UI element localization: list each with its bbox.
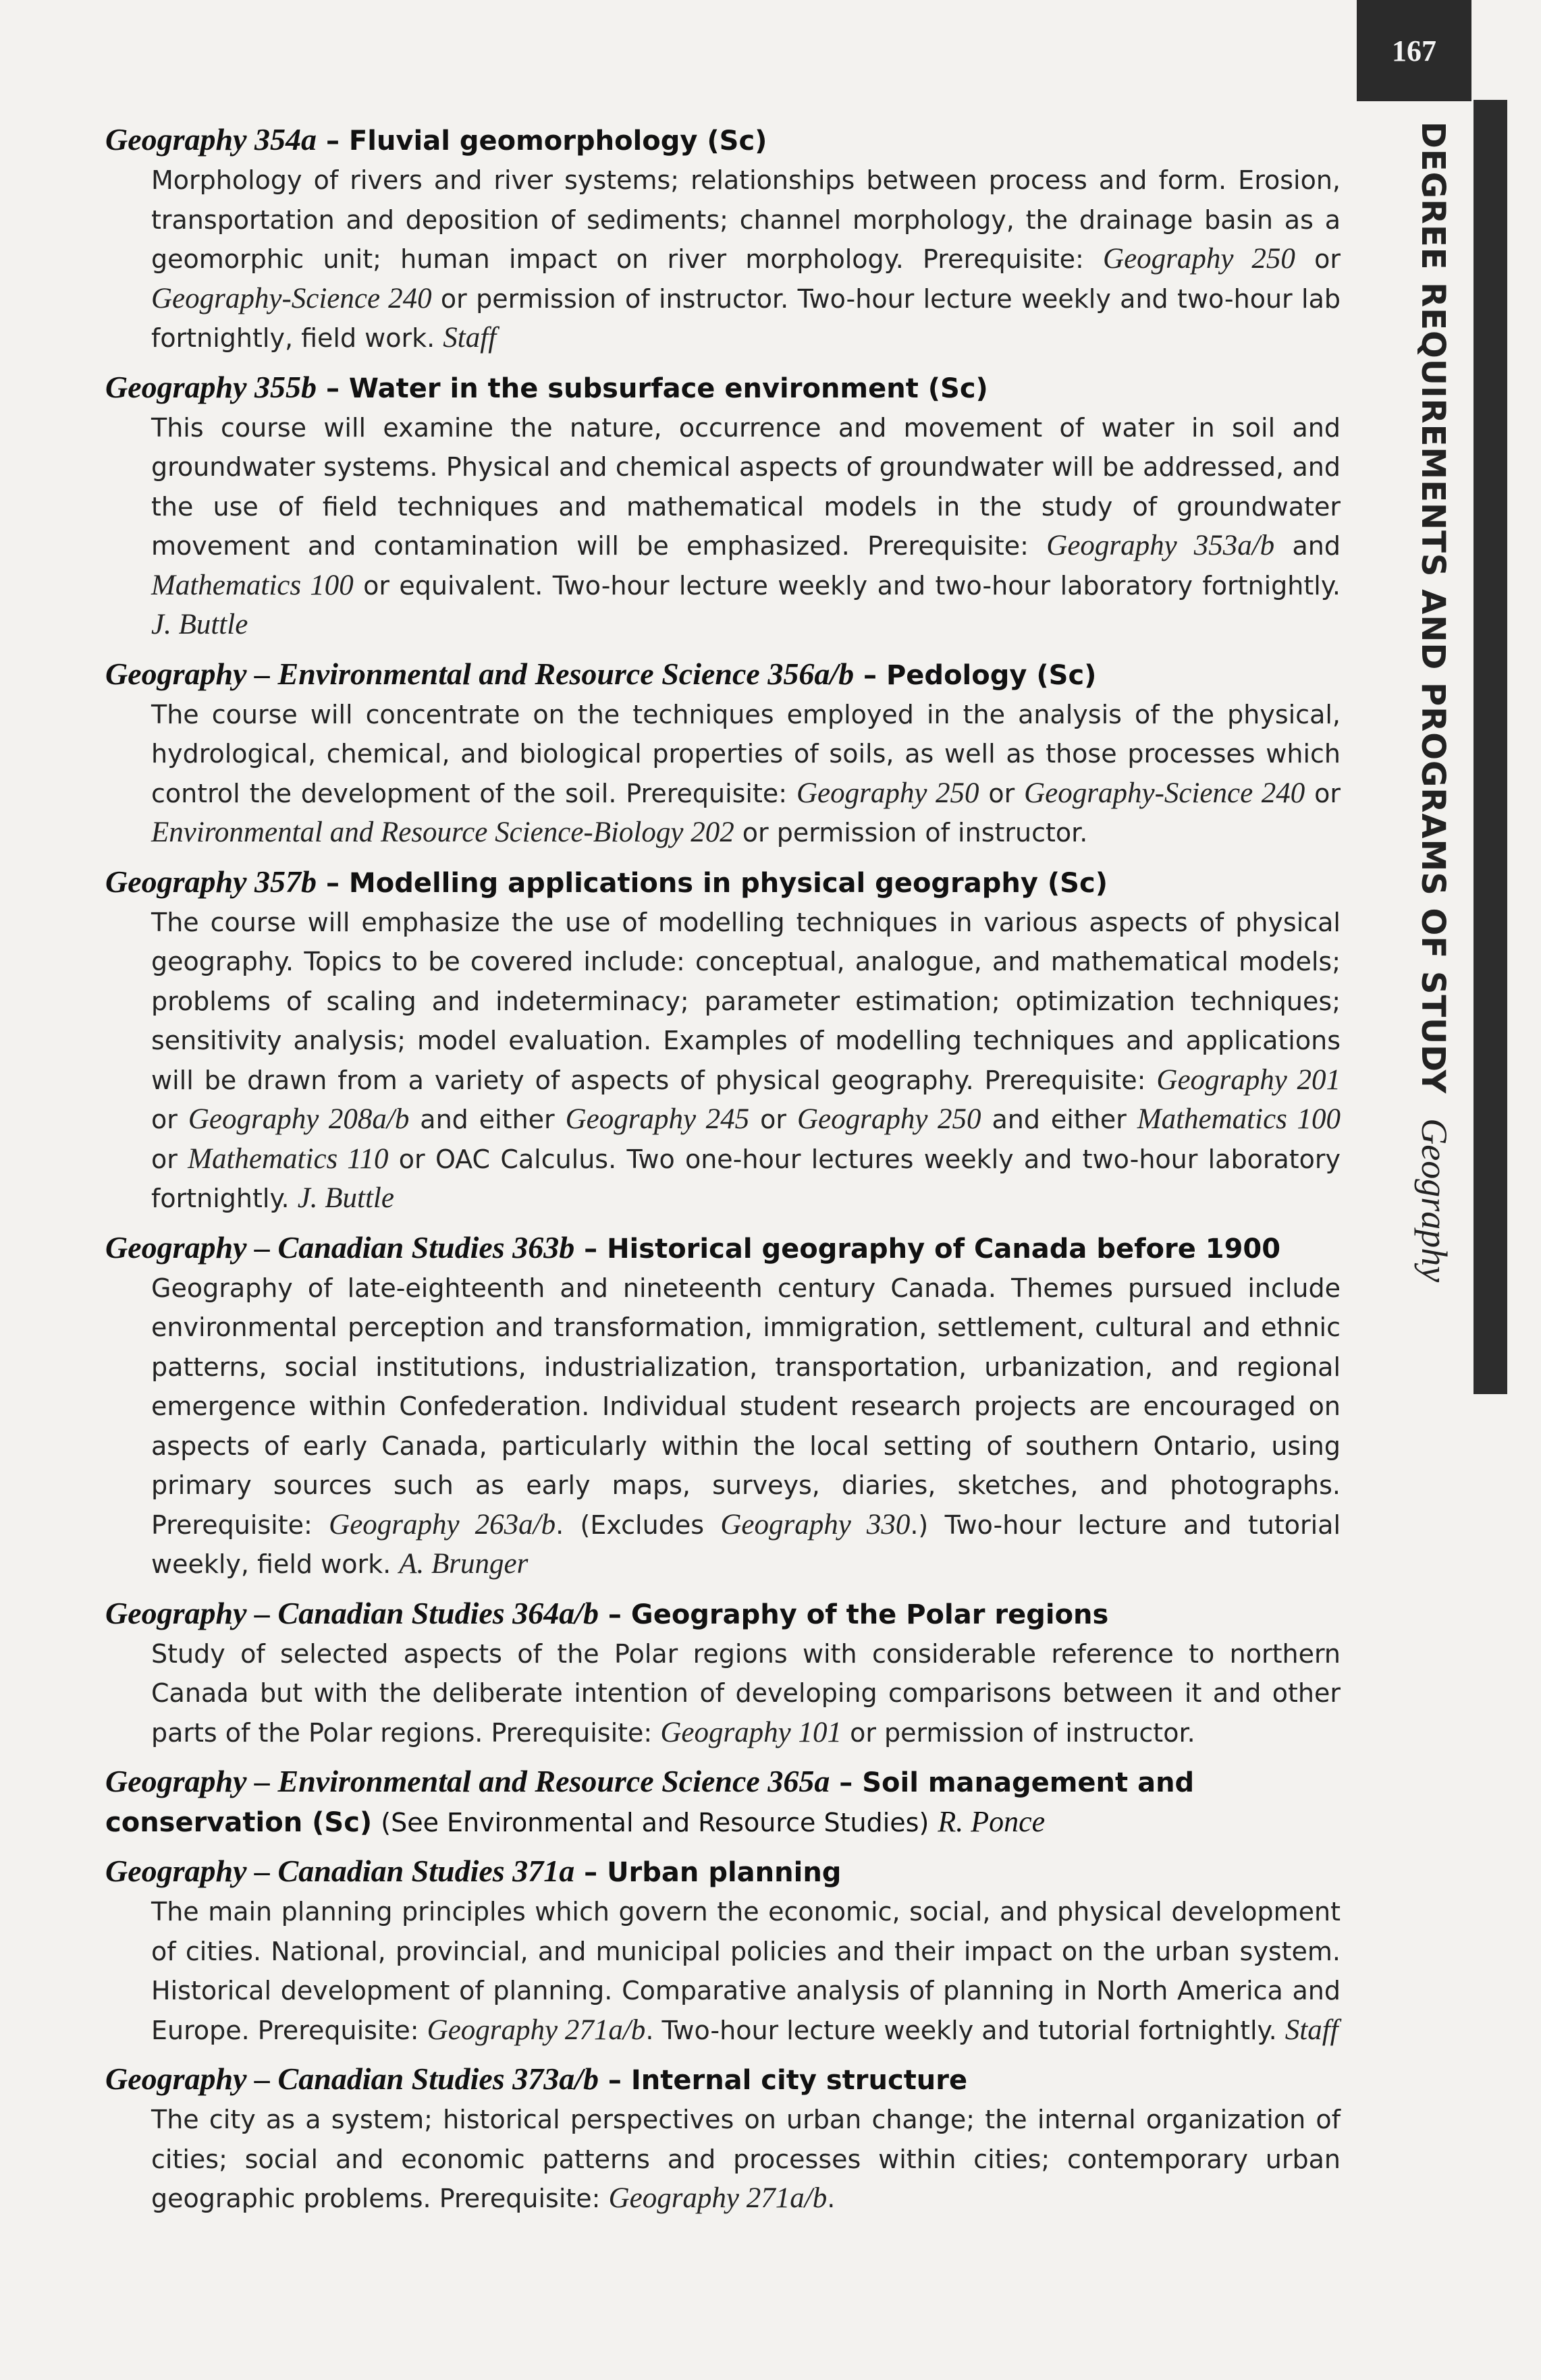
- course-separator: –: [830, 1767, 863, 1798]
- description-text: or: [1295, 244, 1341, 274]
- course-heading: [105, 655, 1341, 695]
- course-code: Geography – Canadian Studies 373a/b: [105, 2061, 599, 2096]
- course-entry: [105, 120, 1341, 358]
- course-reference: Environmental and Resource Science-Biology 202: [151, 817, 734, 848]
- description-text: Study of selected aspects of the Polar regions with considerable reference to northern Canada but with the deliberate intention of developing comparisons between it and other parts of the Polar regions. Prerequisite:: [151, 1638, 1341, 1748]
- course-title: Pedology (Sc): [886, 659, 1097, 691]
- course-separator: –: [317, 126, 349, 157]
- course-code: Geography – Canadian Studies 364a/b: [105, 1595, 599, 1630]
- course-reference: Geography 250: [796, 777, 979, 809]
- course-heading: [105, 368, 1341, 408]
- course-reference: J. Buttle: [297, 1182, 394, 1214]
- course-description: [151, 1634, 1341, 1753]
- course-code: Geography – Canadian Studies 363b: [105, 1229, 575, 1265]
- description-text: or: [979, 778, 1025, 808]
- description-text: or equivalent. Two-hour lecture weekly and two-hour laboratory fortnightly.: [353, 570, 1341, 601]
- course-entry: [105, 1762, 1341, 1842]
- side-tab-title: [1414, 121, 1455, 1283]
- course-reference: Mathematics 100: [1137, 1103, 1341, 1135]
- course-separator: –: [599, 2065, 631, 2096]
- course-code: Geography 354a: [105, 122, 317, 157]
- course-code: Geography – Environmental and Resource Science 356a/b: [105, 656, 855, 691]
- course-reference: Geography 250: [796, 1103, 981, 1135]
- course-reference: Geography-Science 240: [151, 282, 432, 314]
- side-tab-bar: [1474, 100, 1507, 1394]
- course-title: Soil management and conservation (Sc): [105, 1767, 1195, 1838]
- description-text: or: [1305, 778, 1341, 808]
- course-heading: [105, 2059, 1341, 2100]
- course-heading: [105, 1762, 1341, 1842]
- course-entry: [105, 368, 1341, 645]
- course-reference: Staff: [443, 322, 497, 354]
- description-text: or: [151, 1144, 188, 1174]
- course-description: [151, 161, 1341, 358]
- description-text: The course will emphasize the use of modelling techniques in various aspects of physical geography. Topics to be covered include: conceptual, analogue, and mathematical models; problems of scaling and indeterminacy; parameter estimation; optimization techniques; sensitivity analysis; model evaluation. Examples of modelling techniques and applications will be drawn from a variety of aspects of physical geography. Prerequisite:: [151, 907, 1341, 1095]
- description-text: or permission of instructor.: [842, 1717, 1195, 1748]
- course-code: Geography 357b: [105, 864, 317, 899]
- course-reference: Geography 353a/b: [1046, 530, 1275, 561]
- course-entry: [105, 862, 1341, 1219]
- course-description: [151, 408, 1341, 645]
- course-description: [151, 1892, 1341, 2050]
- course-heading: [105, 1852, 1341, 1892]
- course-code: Geography – Environmental and Resource Science 365a: [105, 1764, 830, 1798]
- description-text: and either: [409, 1105, 566, 1134]
- subsection-title: Geography: [1414, 1118, 1455, 1283]
- description-text: The main planning principles which govern the economic, social, and physical development of cities. National, provincial, and municipal policies and their impact on the urban system. Historical development of planning. Comparative analysis of planning in North America and Europe. Prerequisite:: [151, 1897, 1341, 2045]
- course-title: Historical geography of Canada before 1900: [607, 1233, 1281, 1265]
- description-text: or OAC Calculus. Two one-hour lectures weekly and two-hour laboratory fortnightly.: [151, 1144, 1341, 1213]
- course-entry: [105, 1852, 1341, 2050]
- description-text: and: [1274, 531, 1341, 561]
- course-reference: Geography 271a/b: [427, 2014, 646, 2046]
- course-note: (See Environmental and Resource Studies): [381, 1808, 929, 1837]
- course-separator: –: [317, 372, 349, 404]
- course-entry: [105, 655, 1341, 853]
- course-entry: [105, 1594, 1341, 1753]
- course-description: [151, 1269, 1341, 1584]
- course-reference: Geography 263a/b: [329, 1508, 556, 1541]
- course-reference: Geography 271a/b: [608, 2182, 828, 2214]
- section-title: DEGREE REQUIREMENTS AND PROGRAMS OF STUDY: [1414, 121, 1452, 1095]
- description-text: or: [151, 1105, 188, 1134]
- course-entry: [105, 1228, 1341, 1584]
- description-text: or: [749, 1105, 797, 1134]
- course-reference: Geography 101: [660, 1716, 842, 1748]
- course-entry: [105, 2059, 1341, 2219]
- course-heading: [105, 1228, 1341, 1269]
- course-title: Fluvial geomorphology (Sc): [348, 126, 767, 157]
- description-text: . (Excludes: [556, 1510, 721, 1540]
- course-code: Geography – Canadian Studies 371a: [105, 1854, 575, 1888]
- course-reference: A. Brunger: [399, 1548, 529, 1580]
- description-text: Morphology of rivers and river systems; relationships between process and form. Erosion, transportation and deposition of sediments; channel morphology, the drainage basin as a geomorphic unit; human impact on river morphology. Prerequisite:: [151, 165, 1341, 274]
- description-text: This course will examine the nature, occurrence and movement of water in soil and groundwater systems. Physical and chemical aspects of groundwater will be addressed, and the use of field techniques and mathematical models in the study of groundwater movement and contamination will be emphasized. Prerequisite:: [151, 412, 1341, 561]
- course-title: Water in the subsurface environment (Sc): [348, 372, 988, 404]
- course-heading: [105, 1594, 1341, 1634]
- course-separator: –: [599, 1599, 631, 1630]
- description-text: . Two-hour lecture weekly and tutorial fortnightly.: [645, 2015, 1285, 2045]
- course-reference: Staff: [1285, 2014, 1339, 2046]
- description-text: The city as a system; historical perspectives on urban change; the internal organization of cities; social and economic patterns and processes within cities; contemporary urban geographic problems. Prerequisite:: [151, 2105, 1341, 2213]
- course-reference: Geography 250: [1103, 243, 1295, 275]
- description-text: or permission of instructor. Two-hour lecture weekly and two-hour lab fortnightly, field work.: [151, 283, 1341, 353]
- course-title: Geography of the Polar regions: [630, 1599, 1109, 1630]
- course-instructor: R. Ponce: [938, 1805, 1046, 1838]
- course-reference: Geography 245: [565, 1103, 750, 1135]
- course-reference: J. Buttle: [151, 609, 248, 640]
- description-text: The course will concentrate on the techniques employed in the analysis of the physical, hydrological, chemical, and biological properties of soils, as well as those processes which control the development of the soil. Prerequisite:: [151, 699, 1341, 808]
- course-reference: Geography 330: [720, 1508, 911, 1541]
- course-reference: Geography-Science 240: [1024, 777, 1305, 809]
- course-separator: –: [574, 1233, 607, 1265]
- course-code: Geography 355b: [105, 369, 317, 404]
- course-description: [151, 2100, 1341, 2219]
- course-reference: Mathematics 100: [151, 569, 354, 601]
- course-description: [151, 903, 1341, 1219]
- course-separator: –: [574, 1857, 607, 1888]
- description-text: Geography of late-eighteenth and nineteenth century Canada. Themes pursued include environmental perception and transformation, immigration, settlement, cultural and ethnic patterns, social institutions, industrialization, transportation, urbanization, and regional emergence within Confederation. Individual student research projects are encouraged on aspects of early Canada, particularly within the local setting of southern Ontario, using primary sources such as early maps, surveys, diaries, sketches, and photographs. Prerequisite:: [151, 1273, 1341, 1540]
- course-reference: Geography 201: [1156, 1063, 1341, 1096]
- course-separator: –: [317, 867, 349, 899]
- description-text: .: [827, 2184, 836, 2213]
- description-text: .) Two-hour lecture and tutorial weekly, field work.: [151, 1510, 1341, 1579]
- course-title: Urban planning: [607, 1857, 842, 1888]
- course-title: Modelling applications in physical geography (Sc): [348, 867, 1108, 899]
- course-reference: Geography 208a/b: [188, 1103, 410, 1135]
- page-number: 167: [1357, 0, 1471, 101]
- course-description: [151, 695, 1341, 853]
- description-text: or permission of instructor.: [734, 818, 1088, 848]
- course-heading: [105, 862, 1341, 903]
- description-text: and either: [981, 1105, 1137, 1134]
- course-separator: –: [854, 659, 886, 691]
- course-list: [105, 120, 1341, 2228]
- course-reference: Mathematics 110: [188, 1142, 389, 1175]
- course-heading: [105, 120, 1341, 161]
- course-title: Internal city structure: [630, 2065, 968, 2096]
